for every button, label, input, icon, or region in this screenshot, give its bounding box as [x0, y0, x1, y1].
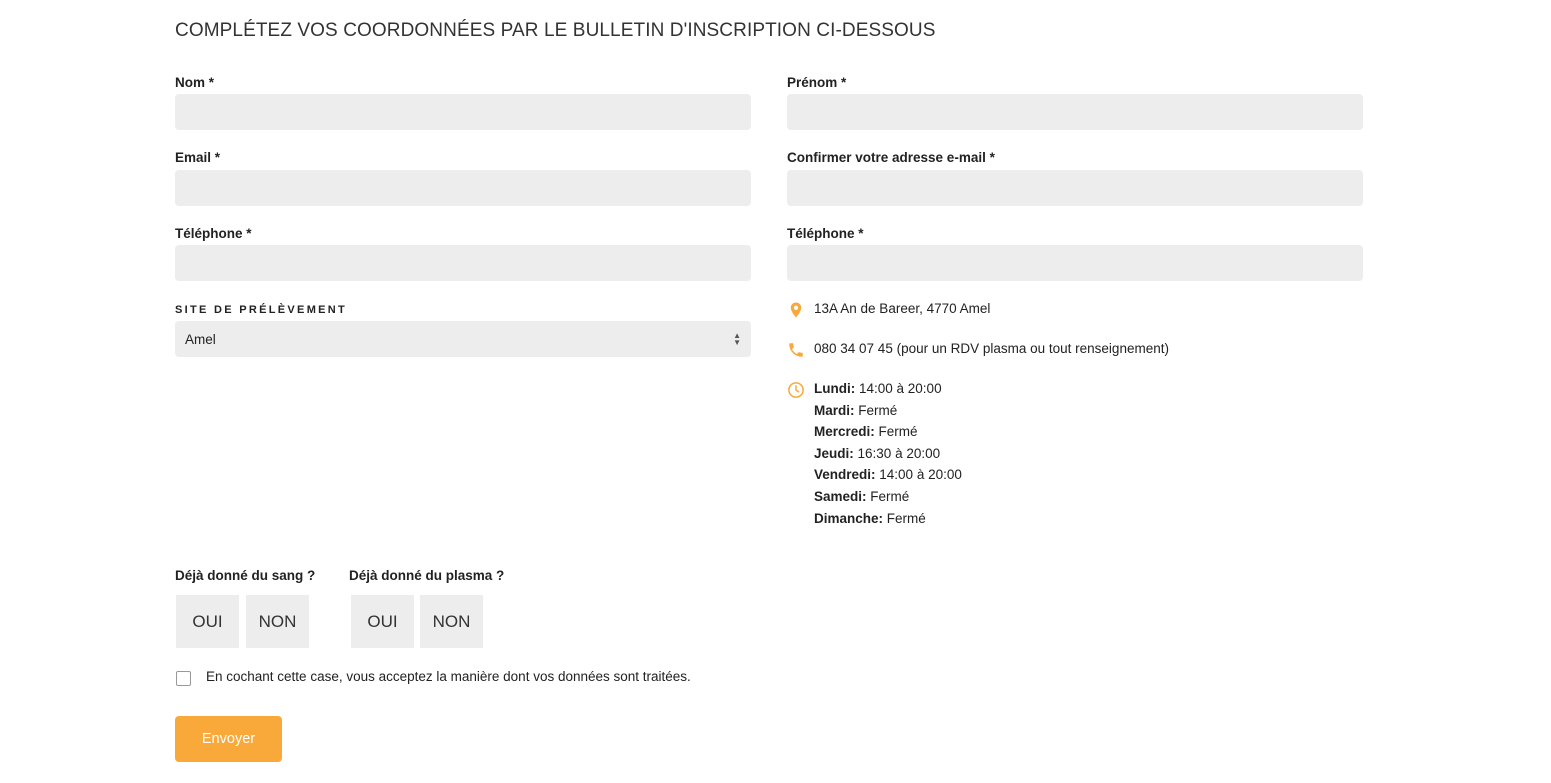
- hours-row-mardi: Mardi: Fermé: [814, 402, 898, 418]
- site-label: SITE DE PRÉLÈVEMENT: [175, 304, 348, 316]
- hours-row: [787, 381, 962, 529]
- blood-no-button[interactable]: NON: [246, 595, 309, 648]
- address-text: 13A An de Bareer, 4770 Amel: [814, 301, 991, 316]
- form-title: COMPLÉTEZ VOS COORDONNÉES PAR LE BULLETIN D'INSCRIPTION CI-DESSOUS: [175, 20, 936, 41]
- confirm-email-input[interactable]: [787, 170, 1363, 206]
- prenom-label: Prénom *: [787, 75, 847, 90]
- phone-text: 080 34 07 45 (pour un RDV plasma ou tout renseignement): [814, 341, 1169, 356]
- plasma-yes-button[interactable]: OUI: [351, 595, 414, 648]
- nom-input[interactable]: [175, 94, 751, 130]
- email-input[interactable]: [175, 170, 751, 206]
- hours-row-samedi: Samedi: Fermé: [814, 488, 910, 504]
- address-row: [787, 301, 990, 319]
- hours-row-vendredi: Vendredi: 14:00 à 20:00: [814, 467, 962, 483]
- hours-row-lundi: Lundi: 14:00 à 20:00: [814, 381, 942, 396]
- blood-yes-button[interactable]: OUI: [176, 595, 239, 648]
- select-arrows-icon: ▲ ▼: [733, 331, 741, 347]
- telephone2-input[interactable]: [787, 245, 1363, 281]
- plasma-no-button[interactable]: NON: [420, 595, 483, 648]
- nom-label: Nom *: [175, 75, 215, 90]
- phone-row: [787, 341, 1169, 359]
- site-select[interactable]: [175, 321, 751, 357]
- site-select-value: Amel: [185, 331, 216, 347]
- telephone-input[interactable]: [175, 245, 751, 281]
- clock-icon: [787, 381, 805, 399]
- hours-row-mercredi: Mercredi: Fermé: [814, 424, 918, 440]
- telephone-label: Téléphone *: [175, 226, 252, 241]
- consent-text: En cochant cette case, vous acceptez la manière dont vos données sont traitées.: [206, 669, 691, 684]
- blood-question-label: Déjà donné du sang ?: [175, 568, 316, 583]
- email-label: Email *: [175, 150, 221, 165]
- opening-hours: [814, 378, 962, 529]
- consent-checkbox[interactable]: [176, 671, 191, 686]
- confirm-email-label: Confirmer votre adresse e-mail *: [787, 150, 995, 165]
- hours-row-dimanche: Dimanche: Fermé: [814, 510, 926, 526]
- hours-row-jeudi: Jeudi: 16:30 à 20:00: [814, 445, 941, 461]
- phone-icon: [787, 341, 805, 359]
- telephone2-label: Téléphone *: [787, 226, 864, 241]
- prenom-input[interactable]: [787, 94, 1363, 130]
- plasma-question-label: Déjà donné du plasma ?: [349, 568, 505, 583]
- submit-button[interactable]: Envoyer: [175, 716, 282, 762]
- location-pin-icon: [787, 301, 805, 319]
